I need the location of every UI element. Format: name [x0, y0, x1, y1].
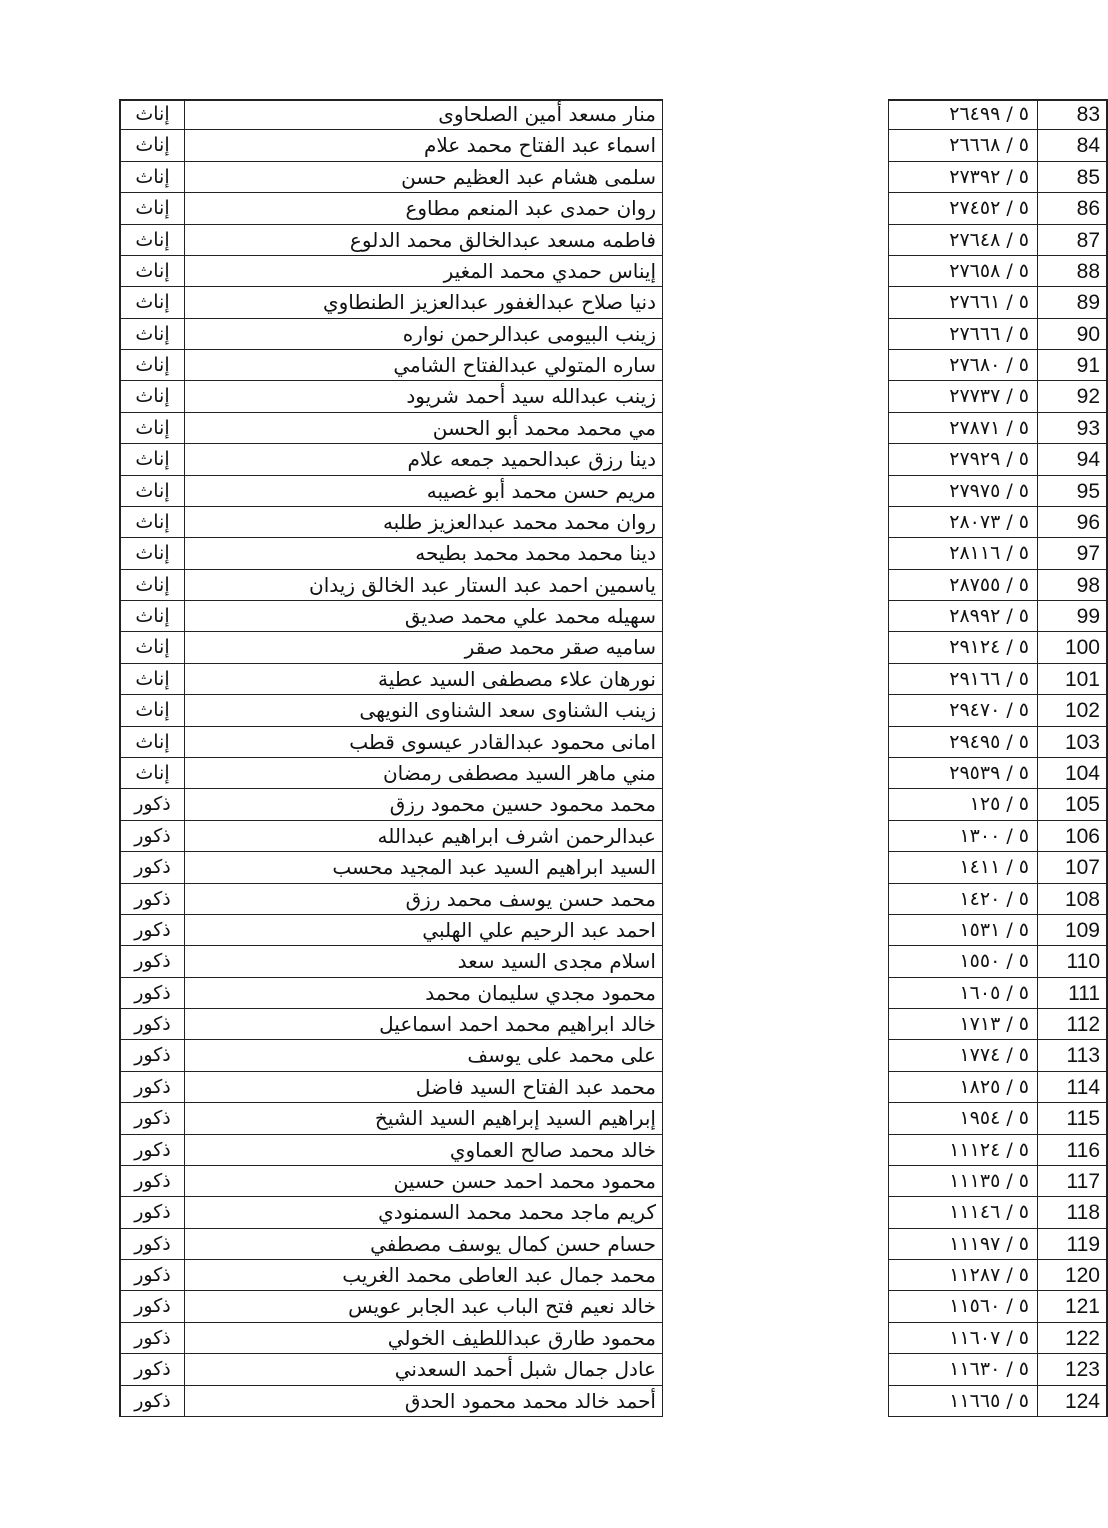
name-cell: محمد عبد الفتاح السيد فاضل: [185, 1072, 663, 1103]
gender-cell: ذكور: [119, 1229, 185, 1260]
row-number-cell: 123: [1038, 1354, 1108, 1385]
name-cell: محمود مجدي سليمان محمد: [185, 978, 663, 1009]
table-row: [119, 1291, 1100, 1322]
row-number-cell: 97: [1038, 538, 1108, 569]
row-number-cell: 93: [1038, 413, 1108, 444]
registration-code-cell: ٥ / ٢٨٧٥٥: [888, 570, 1038, 601]
name-cell: امانى محمود عبدالقادر عيسوى قطب: [185, 727, 663, 758]
name-cell: زينب الشناوى سعد الشناوى النويهى: [185, 695, 663, 726]
registration-code-cell: ٥ / ٢٧٦٦١: [888, 287, 1038, 318]
name-cell: ساميه صقر محمد صقر: [185, 632, 663, 663]
registration-code-cell: ٥ / ١١١٢٤: [888, 1135, 1038, 1166]
table-row: [119, 256, 1100, 287]
name-cell: محمد محمود حسين محمود رزق: [185, 789, 663, 820]
table-row: [119, 350, 1100, 381]
row-number-cell: 111: [1038, 978, 1108, 1009]
gender-cell: إناث: [119, 256, 185, 287]
gender-cell: ذكور: [119, 978, 185, 1009]
name-cell: دنيا صلاح عبدالغفور عبدالعزيز الطنطاوي: [185, 287, 663, 318]
name-cell: حسام حسن كمال يوسف مصطفي: [185, 1229, 663, 1260]
row-number-cell: 105: [1038, 789, 1108, 820]
registration-code-cell: ٥ / ١٧٧٤: [888, 1040, 1038, 1071]
name-cell: سلمى هشام عبد العظيم حسن: [185, 162, 663, 193]
row-number-cell: 117: [1038, 1166, 1108, 1197]
name-cell: محمد جمال عبد العاطى محمد الغريب: [185, 1260, 663, 1291]
gender-cell: ذكور: [119, 915, 185, 946]
table-row: [119, 1260, 1100, 1291]
name-cell: خالد ابراهيم محمد احمد اسماعيل: [185, 1009, 663, 1040]
name-cell: دينا رزق عبدالحميد جمعه علام: [185, 444, 663, 475]
gender-cell: إناث: [119, 538, 185, 569]
gender-cell: ذكور: [119, 1009, 185, 1040]
registration-code-cell: ٥ / ١١١٤٦: [888, 1197, 1038, 1228]
table-row: [119, 601, 1100, 632]
table-row: [119, 1229, 1100, 1260]
registration-code-cell: ٥ / ٢٦٤٩٩: [888, 99, 1038, 130]
table-row: [119, 1135, 1100, 1166]
registration-code-cell: ٥ / ٢٩٥٣٩: [888, 758, 1038, 789]
table-row: [119, 821, 1100, 852]
row-number-cell: 94: [1038, 444, 1108, 475]
registration-code-cell: ٥ / ١١٦٠٧: [888, 1323, 1038, 1354]
gender-cell: إناث: [119, 193, 185, 224]
gender-cell: إناث: [119, 444, 185, 475]
name-cell: على محمد على يوسف: [185, 1040, 663, 1071]
registration-code-cell: ٥ / ٢٦٦٦٨: [888, 130, 1038, 161]
name-cell: مي محمد محمد أبو الحسن: [185, 413, 663, 444]
table-row: [119, 1072, 1100, 1103]
gender-cell: إناث: [119, 758, 185, 789]
table-row: [119, 978, 1100, 1009]
name-cell: خالد محمد صالح العماوي: [185, 1135, 663, 1166]
row-number-cell: 102: [1038, 695, 1108, 726]
gender-cell: إناث: [119, 727, 185, 758]
name-cell: دينا محمد محمد محمد بطيحه: [185, 538, 663, 569]
name-cell: إبراهيم السيد إبراهيم السيد الشيخ: [185, 1103, 663, 1134]
row-number-cell: 85: [1038, 162, 1108, 193]
registration-code-cell: ٥ / ١١٢٨٧: [888, 1260, 1038, 1291]
gender-cell: إناث: [119, 664, 185, 695]
table-row: [119, 444, 1100, 475]
row-number-cell: 98: [1038, 570, 1108, 601]
row-number-cell: 113: [1038, 1040, 1108, 1071]
registration-code-cell: ٥ / ١١١٣٥: [888, 1166, 1038, 1197]
gender-cell: ذكور: [119, 1166, 185, 1197]
name-cell: إيناس حمدي محمد المغير: [185, 256, 663, 287]
registration-code-cell: ٥ / ١٥٣١: [888, 915, 1038, 946]
row-number-cell: 118: [1038, 1197, 1108, 1228]
registration-code-cell: ٥ / ٢٧٩٢٩: [888, 444, 1038, 475]
registration-code-cell: ٥ / ٢٧٨٧١: [888, 413, 1038, 444]
student-list-table: [119, 99, 1100, 1417]
name-cell: ياسمين احمد عبد الستار عبد الخالق زيدان: [185, 570, 663, 601]
gender-cell: إناث: [119, 413, 185, 444]
table-row: [119, 319, 1100, 350]
gender-cell: إناث: [119, 319, 185, 350]
row-number-cell: 83: [1038, 99, 1108, 130]
table-row: [119, 884, 1100, 915]
table-row: [119, 1197, 1100, 1228]
registration-code-cell: ٥ / ٢٧٩٧٥: [888, 476, 1038, 507]
row-number-cell: 107: [1038, 852, 1108, 883]
table-row: [119, 758, 1100, 789]
name-cell: السيد ابراهيم السيد عبد المجيد محسب: [185, 852, 663, 883]
row-number-cell: 91: [1038, 350, 1108, 381]
name-cell: عبدالرحمن اشرف ابراهيم عبدالله: [185, 821, 663, 852]
row-number-cell: 100: [1038, 632, 1108, 663]
registration-code-cell: ٥ / ١٥٥٠: [888, 946, 1038, 977]
registration-code-cell: ٥ / ١٤٢٠: [888, 884, 1038, 915]
registration-code-cell: ٥ / ٢٧٦٦٦: [888, 319, 1038, 350]
registration-code-cell: ٥ / ٢٨١١٦: [888, 538, 1038, 569]
table-row: [119, 789, 1100, 820]
row-number-cell: 104: [1038, 758, 1108, 789]
gender-cell: ذكور: [119, 1103, 185, 1134]
gender-cell: ذكور: [119, 1197, 185, 1228]
table-row: [119, 852, 1100, 883]
table-row: [119, 632, 1100, 663]
name-cell: محمد حسن يوسف محمد رزق: [185, 884, 663, 915]
name-cell: منار مسعد أمين الصلحاوى: [185, 99, 663, 130]
registration-code-cell: ٥ / ٢٧٦٨٠: [888, 350, 1038, 381]
row-number-cell: 92: [1038, 381, 1108, 412]
registration-code-cell: ٥ / ١٨٢٥: [888, 1072, 1038, 1103]
gender-cell: إناث: [119, 350, 185, 381]
row-number-cell: 121: [1038, 1291, 1108, 1322]
registration-code-cell: ٥ / ١١٦٣٠: [888, 1354, 1038, 1385]
gender-cell: إناث: [119, 695, 185, 726]
table-row: [119, 193, 1100, 224]
gender-cell: ذكور: [119, 1354, 185, 1385]
table-row: [119, 130, 1100, 161]
row-number-cell: 124: [1038, 1386, 1108, 1417]
row-number-cell: 89: [1038, 287, 1108, 318]
gender-cell: ذكور: [119, 789, 185, 820]
name-cell: أحمد خالد محمد محمود الحدق: [185, 1386, 663, 1417]
table-row: [119, 1103, 1100, 1134]
registration-code-cell: ٥ / ٢٧٧٣٧: [888, 381, 1038, 412]
name-cell: مني ماهر السيد مصطفى رمضان: [185, 758, 663, 789]
name-cell: نورهان علاء مصطفى السيد عطية: [185, 664, 663, 695]
gender-cell: ذكور: [119, 821, 185, 852]
name-cell: اسماء عبد الفتاح محمد علام: [185, 130, 663, 161]
name-cell: سهيله محمد علي محمد صديق: [185, 601, 663, 632]
table-row: [119, 287, 1100, 318]
row-number-cell: 95: [1038, 476, 1108, 507]
table-row: [119, 1323, 1100, 1354]
gender-cell: إناث: [119, 632, 185, 663]
gender-cell: ذكور: [119, 1323, 185, 1354]
registration-code-cell: ٥ / ٢٧٦٤٨: [888, 225, 1038, 256]
row-number-cell: 86: [1038, 193, 1108, 224]
registration-code-cell: ٥ / ١٤١١: [888, 852, 1038, 883]
name-cell: اسلام مجدى السيد سعد: [185, 946, 663, 977]
gender-cell: إناث: [119, 130, 185, 161]
row-number-cell: 120: [1038, 1260, 1108, 1291]
row-number-cell: 87: [1038, 225, 1108, 256]
gender-cell: إناث: [119, 162, 185, 193]
registration-code-cell: ٥ / ١٧١٣: [888, 1009, 1038, 1040]
table-row: [119, 1354, 1100, 1385]
row-number-cell: 112: [1038, 1009, 1108, 1040]
table-row: [119, 1040, 1100, 1071]
registration-code-cell: ٥ / ٢٩١٢٤: [888, 632, 1038, 663]
table-row: [119, 225, 1100, 256]
registration-code-cell: ٥ / ٢٧٦٥٨: [888, 256, 1038, 287]
row-number-cell: 122: [1038, 1323, 1108, 1354]
row-number-cell: 115: [1038, 1103, 1108, 1134]
gender-cell: ذكور: [119, 1072, 185, 1103]
name-cell: روان محمد محمد عبدالعزيز طلبه: [185, 507, 663, 538]
gender-cell: ذكور: [119, 1386, 185, 1417]
table-row: [119, 1386, 1100, 1417]
registration-code-cell: ٥ / ٢٧٣٩٢: [888, 162, 1038, 193]
row-number-cell: 101: [1038, 664, 1108, 695]
name-cell: روان حمدى عبد المنعم مطاوع: [185, 193, 663, 224]
row-number-cell: 108: [1038, 884, 1108, 915]
gender-cell: ذكور: [119, 1291, 185, 1322]
table-row: [119, 570, 1100, 601]
gender-cell: إناث: [119, 507, 185, 538]
gender-cell: إناث: [119, 381, 185, 412]
registration-code-cell: ٥ / ٢٩٤٧٠: [888, 695, 1038, 726]
row-number-cell: 99: [1038, 601, 1108, 632]
name-cell: كريم ماجد محمد محمد السمنودي: [185, 1197, 663, 1228]
name-cell: محمود محمد احمد حسن حسين: [185, 1166, 663, 1197]
row-number-cell: 90: [1038, 319, 1108, 350]
table-row: [119, 915, 1100, 946]
row-number-cell: 110: [1038, 946, 1108, 977]
gender-cell: ذكور: [119, 1260, 185, 1291]
registration-code-cell: ٥ / ١٣٠٠: [888, 821, 1038, 852]
name-cell: زينب البيومى عبدالرحمن نواره: [185, 319, 663, 350]
row-number-cell: 114: [1038, 1072, 1108, 1103]
table-row: [119, 727, 1100, 758]
gender-cell: إناث: [119, 476, 185, 507]
gender-cell: إناث: [119, 570, 185, 601]
registration-code-cell: ٥ / ٢٧٤٥٢: [888, 193, 1038, 224]
name-cell: زينب عبدالله سيد أحمد شريود: [185, 381, 663, 412]
registration-code-cell: ٥ / ٢٨٠٧٣: [888, 507, 1038, 538]
row-number-cell: 103: [1038, 727, 1108, 758]
registration-code-cell: ٥ / ٢٨٩٩٢: [888, 601, 1038, 632]
table-row: [119, 162, 1100, 193]
name-cell: احمد عبد الرحيم علي الهلبي: [185, 915, 663, 946]
gender-cell: إناث: [119, 601, 185, 632]
table-row: [119, 99, 1100, 130]
table-row: [119, 946, 1100, 977]
row-number-cell: 106: [1038, 821, 1108, 852]
table-row: [119, 1009, 1100, 1040]
name-cell: فاطمه مسعد عبدالخالق محمد الدلوع: [185, 225, 663, 256]
row-number-cell: 84: [1038, 130, 1108, 161]
table-row: [119, 695, 1100, 726]
table-row: [119, 413, 1100, 444]
row-number-cell: 116: [1038, 1135, 1108, 1166]
registration-code-cell: ٥ / ١٩٥٤: [888, 1103, 1038, 1134]
name-cell: ساره المتولي عبدالفتاح الشامي: [185, 350, 663, 381]
name-cell: خالد نعيم فتح الباب عبد الجابر عويس: [185, 1291, 663, 1322]
gender-cell: إناث: [119, 287, 185, 318]
registration-code-cell: ٥ / ١٦٠٥: [888, 978, 1038, 1009]
row-number-cell: 119: [1038, 1229, 1108, 1260]
gender-cell: ذكور: [119, 852, 185, 883]
table-row: [119, 381, 1100, 412]
row-number-cell: 96: [1038, 507, 1108, 538]
gender-cell: ذكور: [119, 884, 185, 915]
table-row: [119, 664, 1100, 695]
gender-cell: إناث: [119, 225, 185, 256]
registration-code-cell: ٥ / ١١١٩٧: [888, 1229, 1038, 1260]
table-row: [119, 507, 1100, 538]
registration-code-cell: ٥ / ٢٩١٦٦: [888, 664, 1038, 695]
name-cell: عادل جمال شبل أحمد السعدني: [185, 1354, 663, 1385]
table-row: [119, 1166, 1100, 1197]
registration-code-cell: ٥ / ٢٩٤٩٥: [888, 727, 1038, 758]
registration-code-cell: ٥ / ١٢٥: [888, 789, 1038, 820]
row-number-cell: 109: [1038, 915, 1108, 946]
gender-cell: ذكور: [119, 1135, 185, 1166]
gender-cell: ذكور: [119, 1040, 185, 1071]
name-cell: محمود طارق عبداللطيف الخولي: [185, 1323, 663, 1354]
table-row: [119, 476, 1100, 507]
name-cell: مريم حسن محمد أبو غصيبه: [185, 476, 663, 507]
gender-cell: ذكور: [119, 946, 185, 977]
registration-code-cell: ٥ / ١١٦٦٥: [888, 1386, 1038, 1417]
registration-code-cell: ٥ / ١١٥٦٠: [888, 1291, 1038, 1322]
gender-cell: إناث: [119, 99, 185, 130]
table-row: [119, 538, 1100, 569]
row-number-cell: 88: [1038, 256, 1108, 287]
